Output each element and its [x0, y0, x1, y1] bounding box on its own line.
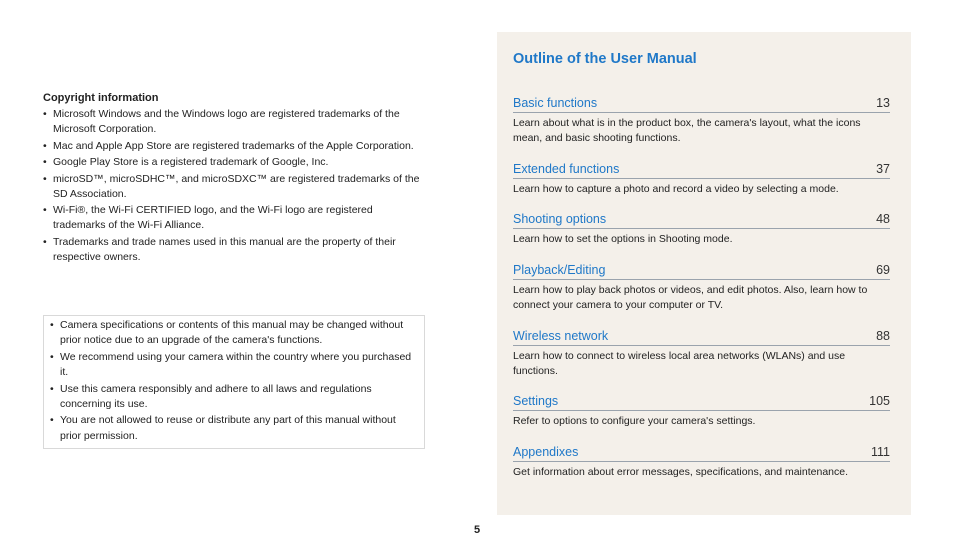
section-page-number: 48: [876, 212, 890, 226]
outline-title: Outline of the User Manual: [513, 51, 697, 67]
section-page-number: 88: [876, 329, 890, 343]
section-description: Learn about what is in the product box, the camera's layout, what the icons mean, and basic shooting functions.: [513, 117, 861, 144]
notice-item: • We recommend using your camera within the country where you purchased it.: [50, 350, 416, 381]
section-description: Get information about error messages, specifications, and maintenance.: [513, 466, 849, 478]
outline-section-extended-functions: [513, 160, 890, 210]
section-header[interactable]: [513, 392, 890, 411]
copyright-item: • Wi-Fi®, the Wi-Fi CERTIFIED logo, and the Wi-Fi logo are registered trademarks of the Wi-Fi Alliance.: [43, 203, 423, 233]
section-header[interactable]: [513, 327, 890, 346]
section-description: Learn how to capture a photo and record a video by selecting a mode.: [513, 183, 839, 195]
section-page-number: 69: [876, 263, 890, 277]
copyright-title: Copyright information: [43, 92, 159, 104]
section-page-number: 111: [870, 445, 890, 459]
section-page-number: 37: [876, 162, 890, 176]
section-link[interactable]: Appendixes: [513, 445, 579, 459]
outline-section-wireless-network: [513, 327, 890, 392]
section-header[interactable]: [513, 443, 890, 462]
outline-sections: [513, 94, 890, 483]
section-link[interactable]: Settings: [513, 394, 559, 408]
outline-panel: [497, 32, 911, 515]
section-page-number: 13: [876, 96, 890, 110]
section-description: Learn how to connect to wireless local area networks (WLANs) and use functions.: [513, 350, 846, 377]
notice-list: [50, 318, 416, 444]
copyright-item: • Mac and Apple App Store are registered trademarks of the Apple Corporation.: [43, 139, 423, 154]
outline-section-playback-editing: [513, 261, 890, 327]
section-link[interactable]: Extended functions: [513, 162, 620, 176]
notice-item: • Camera specifications or contents of this manual may be changed without prior notice due to an upgrade of the camera's functions.: [50, 318, 416, 349]
copyright-item: • Trademarks and trade names used in this manual are the property of their respective owners.: [43, 235, 423, 265]
section-header[interactable]: [513, 160, 890, 179]
copyright-list: [43, 107, 423, 265]
outline-section-shooting-options: [513, 210, 890, 261]
page-number: 5: [473, 524, 481, 536]
section-header[interactable]: [513, 261, 890, 280]
section-link[interactable]: Basic functions: [513, 96, 598, 110]
section-description: Learn how to play back photos or videos, and edit photos. Also, learn how to connect your camera to your computer or TV.: [513, 284, 868, 311]
copyright-item: • microSD™, microSDHC™, and microSDXC™ are registered trademarks of the SD Association.: [43, 172, 423, 202]
section-link[interactable]: Wireless network: [513, 329, 609, 343]
notice-item: • Use this camera responsibly and adhere to all laws and regulations concerning its use.: [50, 382, 416, 413]
copyright-item: • Microsoft Windows and the Windows logo are registered trademarks of the Microsoft Corporation.: [43, 107, 423, 137]
copyright-section: [43, 92, 423, 266]
outline-section-appendixes: [513, 443, 890, 483]
notice-item: • You are not allowed to reuse or distribute any part of this manual without prior permission.: [50, 413, 416, 444]
notice-box: [43, 315, 425, 449]
outline-section-settings: [513, 392, 890, 443]
copyright-item: • Google Play Store is a registered trademark of Google, Inc.: [43, 155, 423, 170]
section-link[interactable]: Playback/Editing: [513, 263, 606, 277]
outline-section-basic-functions: [513, 94, 890, 160]
section-description: Refer to options to configure your camera's settings.: [513, 415, 756, 427]
section-page-number: 105: [869, 394, 890, 408]
section-header[interactable]: [513, 94, 890, 113]
section-description: Learn how to set the options in Shooting mode.: [513, 233, 733, 245]
section-header[interactable]: [513, 210, 890, 229]
section-link[interactable]: Shooting options: [513, 212, 607, 226]
